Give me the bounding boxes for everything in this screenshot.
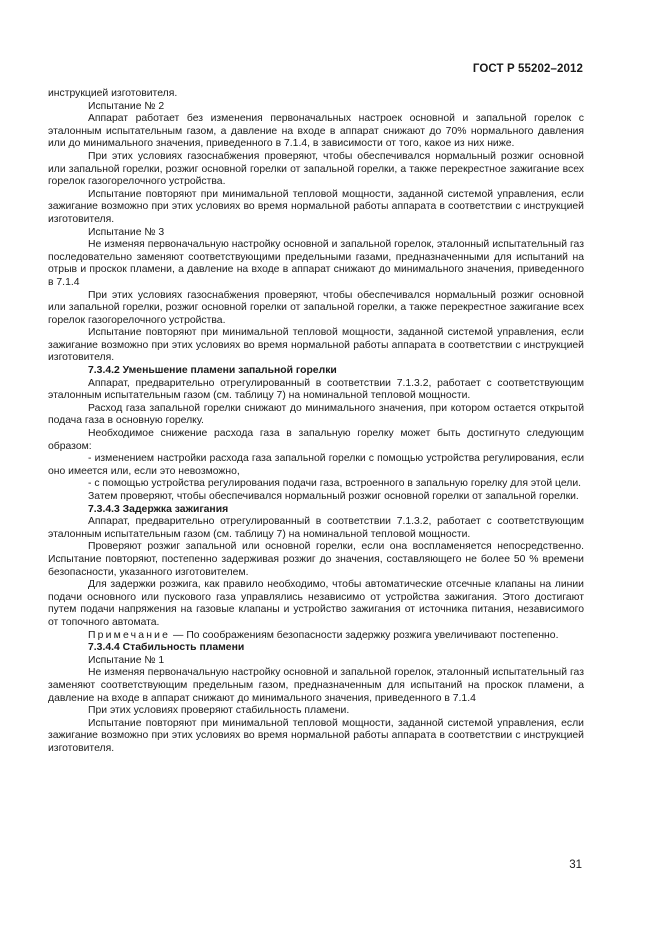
- list-item: - изменением настройки расхода газа запальной горелки с помощью устройства регулирования, если оно имеется или, если это невозможно,: [48, 453, 584, 477]
- paragraph: инструкцией изготовителя.: [48, 88, 178, 99]
- paragraph: Затем проверяют, чтобы обеспечивался нормальный розжиг основной горелки от запальной горелки.: [88, 491, 579, 502]
- test-heading: Испытание № 2: [88, 100, 165, 112]
- note-text: — По соображениям безопасности задержку розжига увеличивают постепенно.: [173, 629, 559, 641]
- paragraph: При этих условиях газоснабжения проверяют, чтобы обеспечивался нормальный розжиг основной или запальной горелки, розжиг основной горелки от запальной горелки, а также перекрестное зажигание всех горелок газогорелочного устройства.: [48, 289, 584, 326]
- test-heading: Испытание № 3: [88, 226, 165, 238]
- section-heading: 7.3.4.3 Задержка зажигания: [88, 503, 229, 515]
- paragraph: Не изменяя первоначальную настройку основной и запальной горелок, эталонный испытательный газ последовательно заменяют соответствующими предельными газами, предназначенными для испытаний на отрыв и проскок пламени, а давление на входе в аппарат снижают до минимального значения, приведенного в 7.1.4: [48, 239, 584, 288]
- paragraph: Аппарат, предварительно отрегулированный в соответствии 7.1.3.2, работает с соответствующим эталонным испытательным газом (см. таблицу 7) на номинальной тепловой мощности.: [48, 516, 584, 540]
- section-heading: 7.3.4.4 Стабильность пламени: [88, 642, 245, 654]
- paragraph: При этих условиях газоснабжения проверяют, чтобы обеспечивался нормальный розжиг основной или запальной горелки, розжиг основной горелки от запальной горелки, а также перекрестное зажигание всех горелок газогорелочного устройства.: [48, 150, 584, 188]
- paragraph: Испытание повторяют при минимальной тепловой мощности, заданной системой управления, если зажигание возможно при этих условиях во время нормальной работы аппарата в соответствии с инструкцией изготовителя.: [48, 188, 584, 225]
- paragraph: Расход газа запальной горелки снижают до минимального значения, при котором остается открытой подача газа в основную горелку.: [48, 402, 584, 427]
- note-label: Примечание: [88, 629, 171, 641]
- paragraph: Не изменяя первоначальную настройку основной и запальной горелок, эталонный испытательный газ заменяют соответствующим предельным газом, предназначенным для испытаний на проскок пламени, а давление на входе в аппарат снижают до минимального значения, приведенного в 7.1.4: [48, 667, 584, 704]
- document-id-header: ГОСТ Р 55202–2012: [472, 63, 583, 75]
- paragraph: Проверяют розжиг запальной или основной горелки, если она воспламеняется непосредственно. Испытание повторяют, постепенно задерживая розжиг до значения, составляющего не более 50 % времени безопасности, указанного изготовителем.: [48, 541, 584, 578]
- paragraph: Необходимое снижение расхода газа в запальную горелку может быть достигнуто следующим образом:: [48, 428, 584, 452]
- paragraph: Испытание повторяют при минимальной тепловой мощности, заданной системой управления, если зажигание возможно при этих условиях во время нормальной работы аппарата в соответствии с инструкцией изготовителя.: [48, 327, 584, 364]
- section-heading: 7.3.4.2 Уменьшение пламени запальной горелки: [88, 365, 337, 377]
- paragraph: Аппарат работает без изменения первоначальных настроек основной и запальной горелок с эталонным испытательным газом, а давление на входе в аппарат снижают до 70% нормального давления или до минимального значения, приведенного в 7.1.4, в зависимости от того, какое из них ниже.: [48, 113, 584, 150]
- note: [48, 630, 584, 643]
- paragraph: При этих условиях проверяют стабильность пламени.: [88, 705, 350, 717]
- list-item: - с помощью устройства регулирования подачи газа, встроенного в запальную горелку для этой цели.: [88, 478, 582, 490]
- page-number: 31: [569, 859, 582, 871]
- test-heading: Испытание № 1: [88, 654, 165, 666]
- paragraph: Испытание повторяют при минимальной тепловой мощности, заданной системой управления, если зажигание возможно при этих условиях во время нормальной работы аппарата в соответствии с инструкцией изготовителя.: [48, 717, 584, 754]
- paragraph: Для задержки розжига, как правило необходимо, чтобы автоматические отсечные клапаны на линии подачи основного или пускового газа управлялись независимо от устройства зажигания. Этого достигают путем подачи напряжения на газовые клапаны и устройство зажигания от источника питания, независимого от топочного автомата.: [48, 579, 584, 628]
- paragraph: Аппарат, предварительно отрегулированный в соответствии 7.1.3.2, работает с соответствующим эталонным испытательным газом (см. таблицу 7) на номинальной тепловой мощности.: [48, 377, 584, 402]
- page-body: [48, 88, 584, 755]
